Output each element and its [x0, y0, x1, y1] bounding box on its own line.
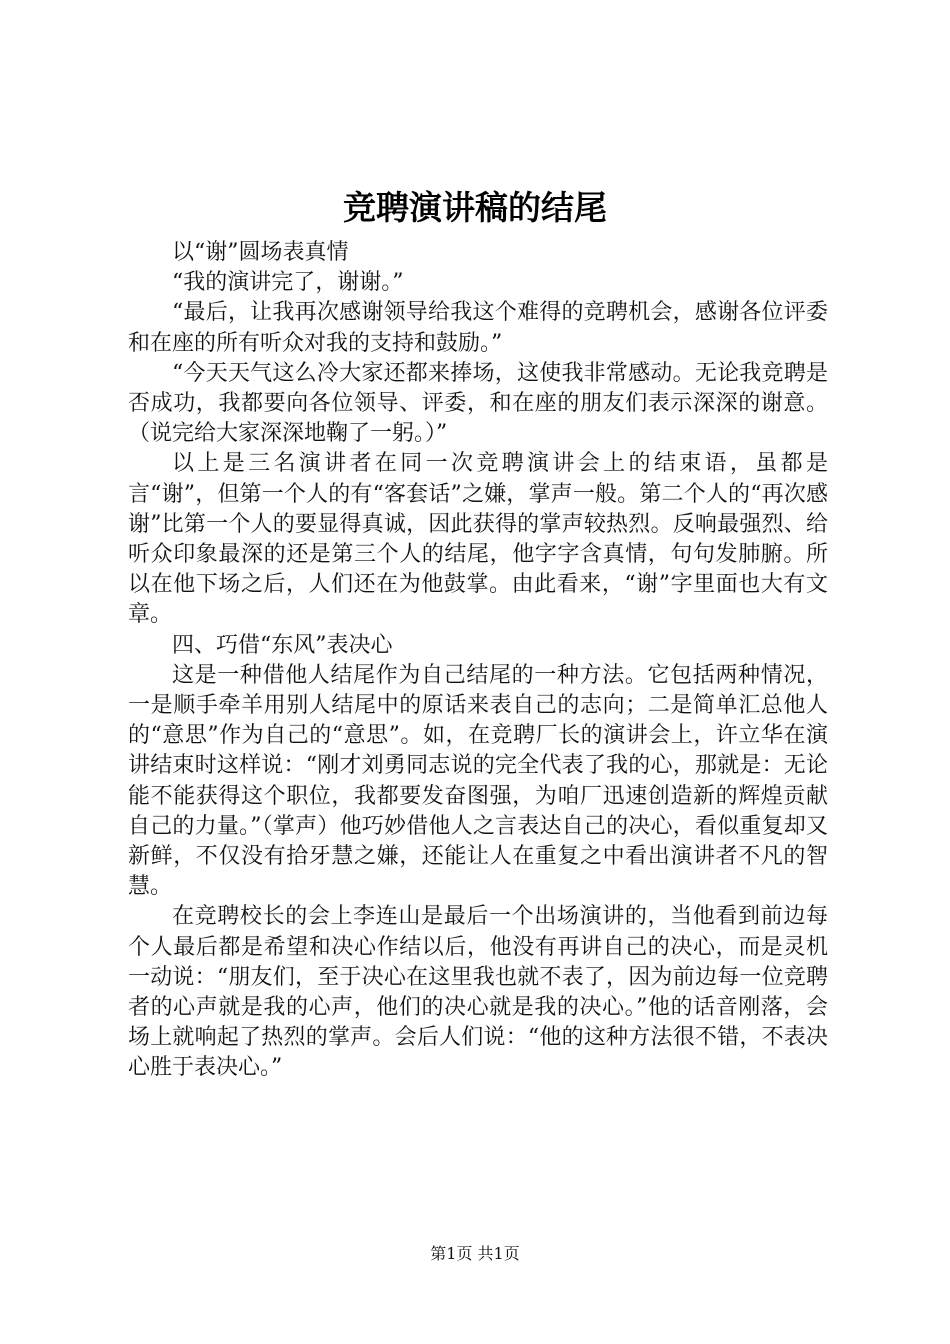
- paragraph: 这是一种借他人结尾作为自己结尾的一种方法。它包括两种情况，一是顺手牵羊用别人结尾中的原话来表自己的志向；二是简单汇总他人的“意思”作为自己的“意思”。如，在竞聘厂长的演讲会上，许立华在演讲结束时这样说：“刚才刘勇同志说的完全代表了我的心，那就是：无论能不能获得这个职位，我都要发奋图强，为咱厂迅速创造新的辉煌贡献自己的力量。”（掌声）他巧妙借他人之言表达自己的决心，看似重复却又新鲜，不仅没有拾牙慧之嫌，还能让人在重复之中看出演讲者不凡的智慧。: [128, 662, 828, 900]
- page-footer: 第1页 共1页: [430, 1244, 520, 1263]
- paragraph: “今天天气这么冷大家还都来捧场，这使我非常感动。无论我竞聘是否成功，我都要向各位领导、评委，和在座的朋友们表示深深的谢意。（说完给大家深深地鞠了一躬。）”: [128, 360, 828, 447]
- paragraph: 四、巧借“东风”表决心: [172, 632, 393, 658]
- paragraph: 以“谢”圆场表真情: [172, 240, 349, 265]
- document-title: 竞聘演讲稿的结尾: [343, 188, 607, 227]
- document-body: [128, 238, 828, 1084]
- paragraph: 以上是三名演讲者在同一次竞聘演讲会上的结束语，虽都是言“谢”，但第一个人的有“客套话”之嫌，掌声一般。第二个人的“再次感谢”比第一个人的要显得真诚，因此获得的掌声较热烈。反响最强烈、给听众印象最深的还是第三个人的结尾，他字字含真情，句句发肺腑。所以在他下场之后，人们还在为他鼓掌。由此看来，“谢”字里面也大有文章。: [128, 451, 828, 628]
- paragraph: 在竞聘校长的会上李连山是最后一个出场演讲的，当他看到前边每个人最后都是希望和决心作结以后，他没有再讲自己的决心，而是灵机一动说：“朋友们，至于决心在这里我也就不表了，因为前边每一位竞聘者的心声就是我的心声，他们的决心就是我的决心。”他的话音刚落，会场上就响起了热烈的掌声。会后人们说：“他的这种方法很不错，不表决心胜于表决心。”: [128, 904, 828, 1081]
- paragraph: “我的演讲完了，谢谢。”: [172, 270, 404, 296]
- paragraph: “最后，让我再次感谢领导给我这个难得的竞聘机会，感谢各位评委和在座的所有听众对我的支持和鼓励。”: [128, 300, 828, 356]
